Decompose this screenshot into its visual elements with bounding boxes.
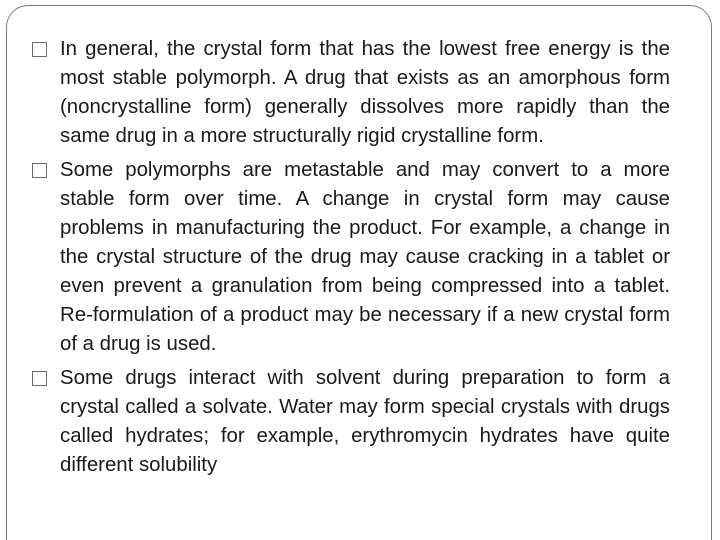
square-outline-bullet-icon <box>32 371 47 386</box>
bullet-item <box>32 364 670 480</box>
bullet-item <box>32 35 670 151</box>
bullet-item <box>32 156 670 359</box>
square-outline-bullet-icon <box>32 163 47 178</box>
square-outline-bullet-icon <box>32 42 47 57</box>
bullet-text: Some polymorphs are metastable and may convert to a more stable form over time. A change in crystal form may cause problems in manufacturing the product. For example, a change in the crystal structure of the drug may cause cracking in a tablet or even prevent a granulation from being compressed into a tablet. Re-formulation of a product may be necessary if a new crystal form of a drug is used. <box>60 159 670 355</box>
bullet-text: In general, the crystal form that has the lowest free energy is the most stable polymorph. A drug that exists as an amorphous form (noncrystalline form) generally dissolves more rapidly than the same drug in a more structurally rigid crystalline form. <box>60 38 670 147</box>
bullet-list <box>32 35 670 485</box>
bullet-text: Some drugs interact with solvent during preparation to form a crystal called a solvate. Water may form special crystals with drugs called hydrates; for example, erythromycin hydrates have quite different solubility <box>60 367 670 476</box>
